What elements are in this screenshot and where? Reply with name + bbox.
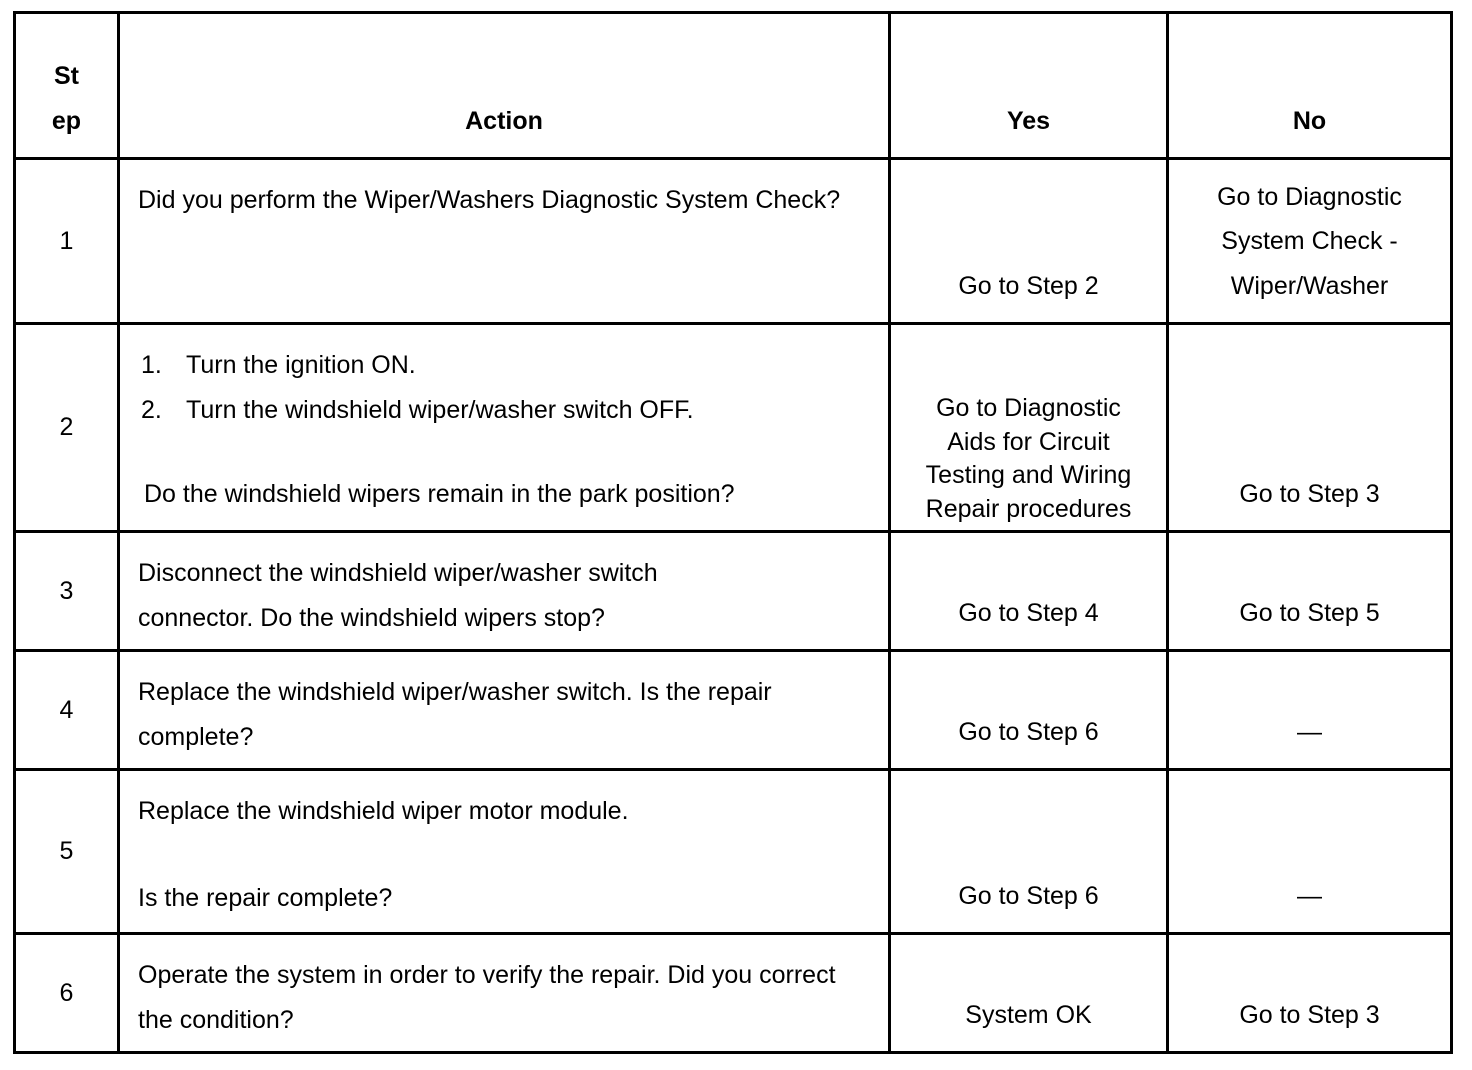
list-item — [141, 388, 876, 433]
no-result: Go to Step 5 — [1168, 532, 1452, 651]
step-number: 6 — [15, 934, 119, 1053]
table-row — [15, 934, 1452, 1053]
list-item-number: 2. — [141, 395, 162, 424]
action-steps-list — [138, 343, 876, 432]
no-result: Go to Step 3 — [1168, 934, 1452, 1053]
yes-result: Go to Step 2 — [890, 159, 1168, 324]
action-text — [119, 324, 890, 532]
action-question: Do the windshield wipers remain in the park position? — [144, 480, 735, 508]
list-item-text: Turn the windshield wiper/washer switch OFF. — [186, 395, 694, 424]
header-row — [15, 13, 1452, 159]
action-statement: Replace the windshield wiper motor module. — [138, 797, 629, 825]
table-row — [15, 324, 1452, 532]
yes-result: Go to Step 6 — [890, 770, 1168, 934]
list-item-number: 1. — [141, 351, 162, 379]
step-number: 4 — [15, 651, 119, 770]
table-row — [15, 651, 1452, 770]
table-row — [15, 532, 1452, 651]
no-result: — — [1168, 770, 1452, 934]
yes-result: Go to Diagnostic Aids for Circuit Testing and Wiring Repair procedures — [890, 324, 1168, 532]
yes-result: System OK — [890, 934, 1168, 1053]
no-result: — — [1168, 651, 1452, 770]
step-number: 3 — [15, 532, 119, 651]
yes-result: Go to Step 4 — [890, 532, 1168, 651]
action-text: Disconnect the windshield wiper/washer switch connector. Do the windshield wipers stop? — [119, 532, 890, 651]
header-action: Action — [119, 13, 890, 159]
action-text: Did you perform the Wiper/Washers Diagnostic System Check? — [119, 159, 890, 324]
diagnostic-table — [13, 11, 1453, 1054]
list-item-text: Turn the ignition ON. — [186, 351, 416, 379]
step-number: 2 — [15, 324, 119, 532]
no-result: Go to Diagnostic System Check - Wiper/Washer — [1168, 159, 1452, 324]
table-row — [15, 159, 1452, 324]
header-step: St ep — [15, 13, 119, 159]
table-row — [15, 770, 1452, 934]
action-question: Is the repair complete? — [138, 883, 393, 912]
action-text — [119, 770, 890, 934]
no-result: Go to Step 3 — [1168, 324, 1452, 532]
header-no: No — [1168, 13, 1452, 159]
yes-result: Go to Step 6 — [890, 651, 1168, 770]
header-yes: Yes — [890, 13, 1168, 159]
step-number: 1 — [15, 159, 119, 324]
list-item — [141, 343, 876, 388]
action-text: Replace the windshield wiper/washer switch. Is the repair complete? — [119, 651, 890, 770]
action-text: Operate the system in order to verify the repair. Did you correct the condition? — [119, 934, 890, 1053]
step-number: 5 — [15, 770, 119, 934]
